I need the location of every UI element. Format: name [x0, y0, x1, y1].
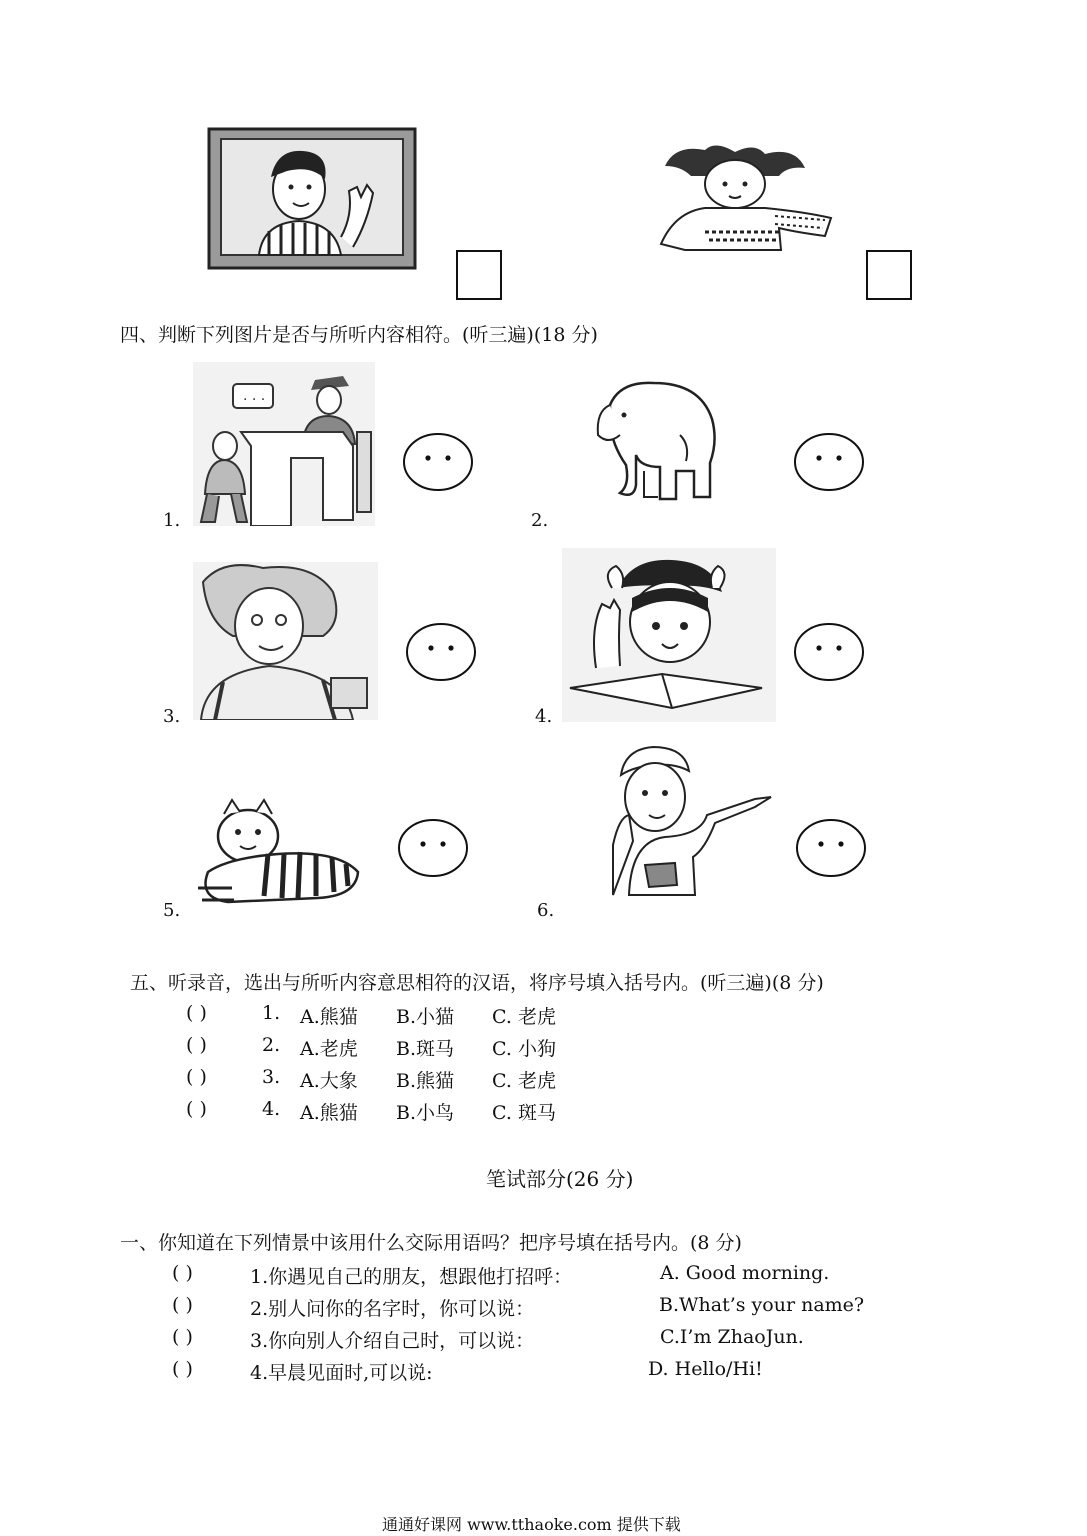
question-number: 2. [262, 1034, 281, 1056]
answer-paren[interactable]: ( ) [186, 1066, 207, 1088]
girl-picture [655, 140, 835, 252]
item-number-3: 3. [163, 706, 181, 727]
item-number-4: 4. [535, 706, 553, 727]
section-5-row-2 [186, 1034, 606, 1060]
face-circle-1[interactable] [402, 432, 474, 492]
girl-with-backpack-picture [193, 562, 378, 720]
option-b: B.熊猫 [396, 1070, 455, 1092]
option-b: B.斑马 [396, 1038, 455, 1060]
boy-on-tv-picture [207, 127, 417, 270]
written-row-4 [172, 1358, 872, 1384]
answer-paren[interactable]: ( ) [172, 1294, 193, 1316]
item-number-1: 1. [163, 510, 181, 531]
situation-text: 4.早晨见面时,可以说: [250, 1362, 433, 1384]
answer-option: D. Hello/Hi! [648, 1358, 763, 1380]
face-circle-5[interactable] [397, 818, 469, 878]
option-c: C. 老虎 [492, 1070, 556, 1092]
policeman-at-desk-picture [193, 362, 375, 526]
question-number: 1. [262, 1002, 281, 1024]
situation-text: 2.别人问你的名字时，你可以说： [250, 1298, 535, 1320]
answer-paren[interactable]: ( ) [172, 1262, 193, 1284]
answer-paren[interactable]: ( ) [172, 1326, 193, 1348]
answer-option: C.I’m ZhaoJun. [660, 1326, 804, 1348]
question-number: 3. [262, 1066, 281, 1088]
written-part-title: 笔试部分(26 分) [486, 1167, 634, 1191]
option-a: A.熊猫 [300, 1102, 358, 1124]
section-5-title: 五、听录音，选出与所听内容意思相符的汉语，将序号填入括号内。(听三遍)(8 分) [130, 972, 824, 994]
item-number-6: 6. [537, 900, 555, 921]
option-a: A.熊猫 [300, 1006, 358, 1028]
boy-pointing-picture [605, 745, 777, 900]
answer-paren[interactable]: ( ) [186, 1098, 207, 1120]
tiger-picture [188, 792, 365, 914]
girl-waving-with-book-picture [562, 548, 776, 722]
option-c: C. 老虎 [492, 1006, 556, 1028]
option-b: B.小猫 [396, 1006, 455, 1028]
answer-paren[interactable]: ( ) [186, 1002, 207, 1024]
question-number: 4. [262, 1098, 281, 1120]
option-a: A.大象 [300, 1070, 358, 1092]
item-number-2: 2. [531, 510, 549, 531]
svg-text:. . .: . . . [243, 388, 266, 404]
item-number-5: 5. [163, 900, 181, 921]
face-circle-4[interactable] [793, 622, 865, 682]
answer-option: A. Good morning. [660, 1262, 830, 1284]
section-5-row-4 [186, 1098, 606, 1124]
written-row-2 [172, 1294, 872, 1320]
situation-text: 1.你遇见自己的朋友，想跟他打招呼： [250, 1266, 573, 1288]
written-section-1-title: 一、你知道在下列情景中该用什么交际用语吗？把序号填在括号内。(8 分) [120, 1232, 742, 1254]
answer-paren[interactable]: ( ) [186, 1034, 207, 1056]
option-c: C. 斑马 [492, 1102, 556, 1124]
answer-box-2[interactable] [866, 250, 912, 300]
face-circle-6[interactable] [795, 818, 867, 878]
option-a: A.老虎 [300, 1038, 358, 1060]
section-5-row-1 [186, 1002, 606, 1028]
written-row-1 [172, 1262, 872, 1288]
section-5-row-3 [186, 1066, 606, 1092]
option-c: C. 小狗 [492, 1038, 556, 1060]
written-row-3 [172, 1326, 872, 1352]
face-circle-3[interactable] [405, 622, 477, 682]
answer-paren[interactable]: ( ) [172, 1358, 193, 1380]
section-4-title: 四、判断下列图片是否与所听内容相符。(听三遍)(18 分) [120, 324, 598, 346]
answer-option: B.What’s your name? [659, 1294, 865, 1316]
answer-box-1[interactable] [456, 250, 502, 300]
elephant-picture [590, 375, 720, 503]
situation-text: 3.你向别人介绍自己时，可以说： [250, 1330, 535, 1352]
footer-text: 通通好课网 www.tthaoke.com 提供下载 [382, 1515, 681, 1534]
option-b: B.小鸟 [396, 1102, 455, 1124]
face-circle-2[interactable] [793, 432, 865, 492]
